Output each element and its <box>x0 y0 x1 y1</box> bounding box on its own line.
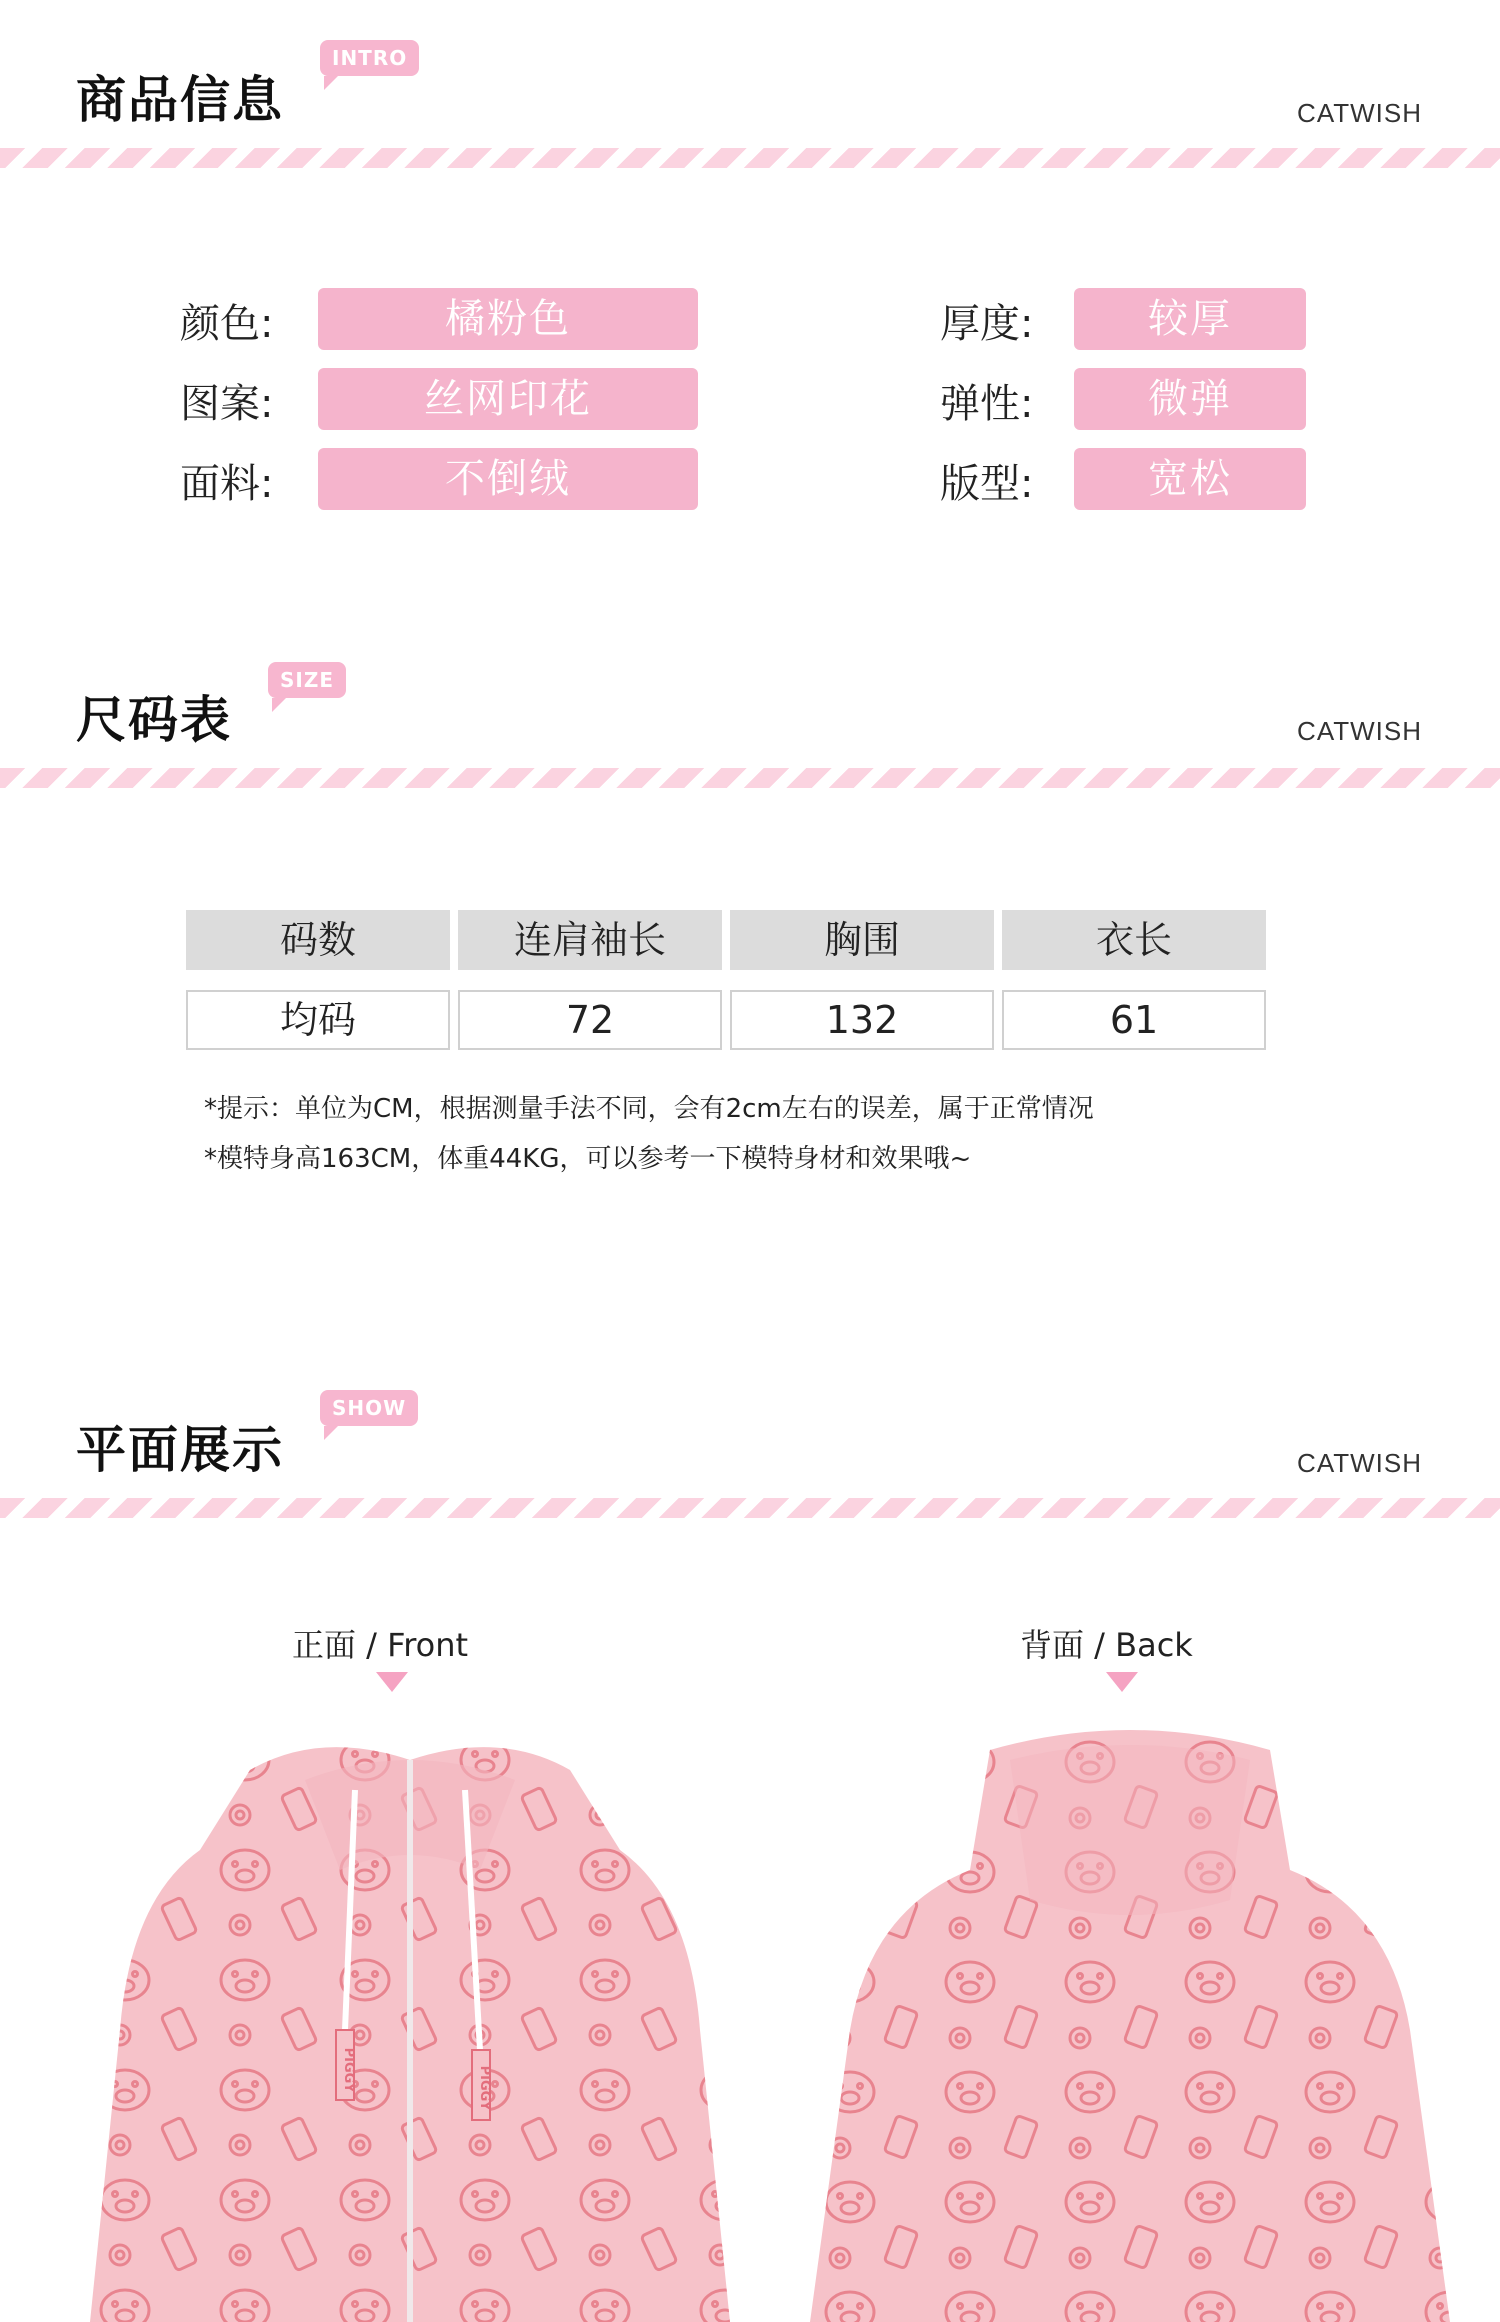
section-tag: INTRO <box>320 40 419 76</box>
divider-stripe <box>0 768 1500 788</box>
table-cell: 61 <box>1002 990 1266 1050</box>
front-view-label: 正面 / Front <box>292 1626 469 1664</box>
model-note: *模特身高163CM，体重44KG，可以参考一下模特身材和效果哦~ <box>204 1144 972 1174</box>
section-tag: SIZE <box>268 662 346 698</box>
zipper-tag-text: PIGGY <box>477 2065 492 2111</box>
front-arrow-icon <box>376 1672 408 1692</box>
section-tag: SHOW <box>320 1390 418 1426</box>
divider-stripe <box>0 148 1500 168</box>
attr-value-color: 橘粉色 <box>318 288 698 350</box>
section-title: 尺码表 <box>76 691 232 749</box>
section-title: 商品信息 <box>76 71 284 129</box>
attr-label-fabric: 面料: <box>180 461 274 507</box>
attr-label-thickness: 厚度: <box>940 301 1034 347</box>
hoodie-body <box>810 1730 1450 2322</box>
hoodie-front-image <box>90 1730 730 2322</box>
back-arrow-icon <box>1106 1672 1138 1692</box>
attr-value-thickness: 较厚 <box>1074 288 1306 350</box>
attr-value-pattern: 丝网印花 <box>318 368 698 430</box>
table-cell: 132 <box>730 990 994 1050</box>
table-header-cell: 码数 <box>186 910 450 970</box>
table-cell: 72 <box>458 990 722 1050</box>
section-title: 平面展示 <box>76 1421 284 1479</box>
zipper-tag-text: PIGGY <box>341 2047 356 2093</box>
back-view-label: 背面 / Back <box>1020 1626 1193 1664</box>
attr-value-fit: 宽松 <box>1074 448 1306 510</box>
attr-value-elasticity: 微弹 <box>1074 368 1306 430</box>
attr-label-pattern: 图案: <box>180 381 274 427</box>
hoodie-back-image <box>810 1730 1450 2322</box>
brand-label: CATWISH <box>1297 716 1422 746</box>
attr-label-color: 颜色: <box>180 301 274 347</box>
table-header-cell: 衣长 <box>1002 910 1266 970</box>
attr-value-fabric: 不倒绒 <box>318 448 698 510</box>
attr-label-elasticity: 弹性: <box>940 381 1034 427</box>
attr-label-fit: 版型: <box>940 461 1034 507</box>
brand-label: CATWISH <box>1297 98 1422 128</box>
table-cell: 均码 <box>186 990 450 1050</box>
table-header-cell: 连肩袖长 <box>458 910 722 970</box>
hoodie-body <box>90 1747 730 2322</box>
table-header-cell: 胸围 <box>730 910 994 970</box>
brand-label: CATWISH <box>1297 1448 1422 1478</box>
size-note: *提示：单位为CM，根据测量手法不同，会有2cm左右的误差，属于正常情况 <box>204 1094 1094 1124</box>
divider-stripe <box>0 1498 1500 1518</box>
